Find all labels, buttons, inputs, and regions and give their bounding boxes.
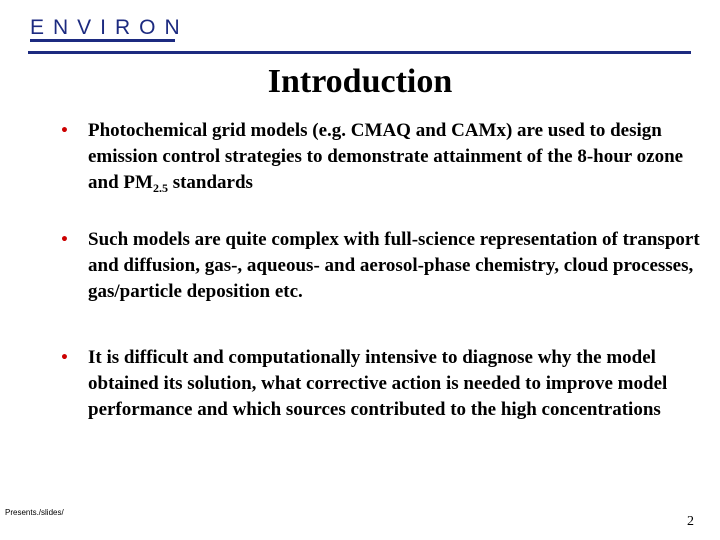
footer-file-label: Presents./slides/	[5, 508, 64, 517]
bullet-text: Such models are quite complex with full-science representation of transport and diffusion, gas-, aqueous- and aerosol-phase chemistry, cloud processes, gas/particle deposition etc.	[88, 229, 700, 302]
bullet-text-part: Photochemical grid models (e.g. CMAQ and CAMx) are used to design emission control strategies to demonstrate attainment of the 8-hour ozone and PM	[88, 120, 684, 193]
bullet-text-part: standards	[167, 172, 253, 193]
bullet-item-model-complexity	[60, 227, 700, 305]
pm-subscript: 2.5	[152, 181, 168, 195]
bullet-icon: •	[60, 350, 69, 366]
environ-logo	[30, 16, 189, 42]
bullet-list	[60, 118, 700, 423]
bullet-icon: •	[60, 232, 69, 248]
bullet-item-diagnosis-difficulty	[60, 345, 700, 423]
bullet-item-photochemical-models	[60, 118, 700, 196]
slide-title-text: Introduction	[267, 63, 453, 100]
page-number: 2	[687, 514, 694, 529]
bullet-text: It is difficult and computationally intensive to diagnose why the model obtained its solution, what corrective action is needed to improve model performance and which sources contributed to the high concentrations	[88, 347, 668, 420]
logo-text: ENVIRON	[30, 16, 189, 39]
header-divider	[28, 51, 691, 54]
slide-title	[0, 60, 720, 104]
bullet-icon: •	[60, 123, 69, 139]
